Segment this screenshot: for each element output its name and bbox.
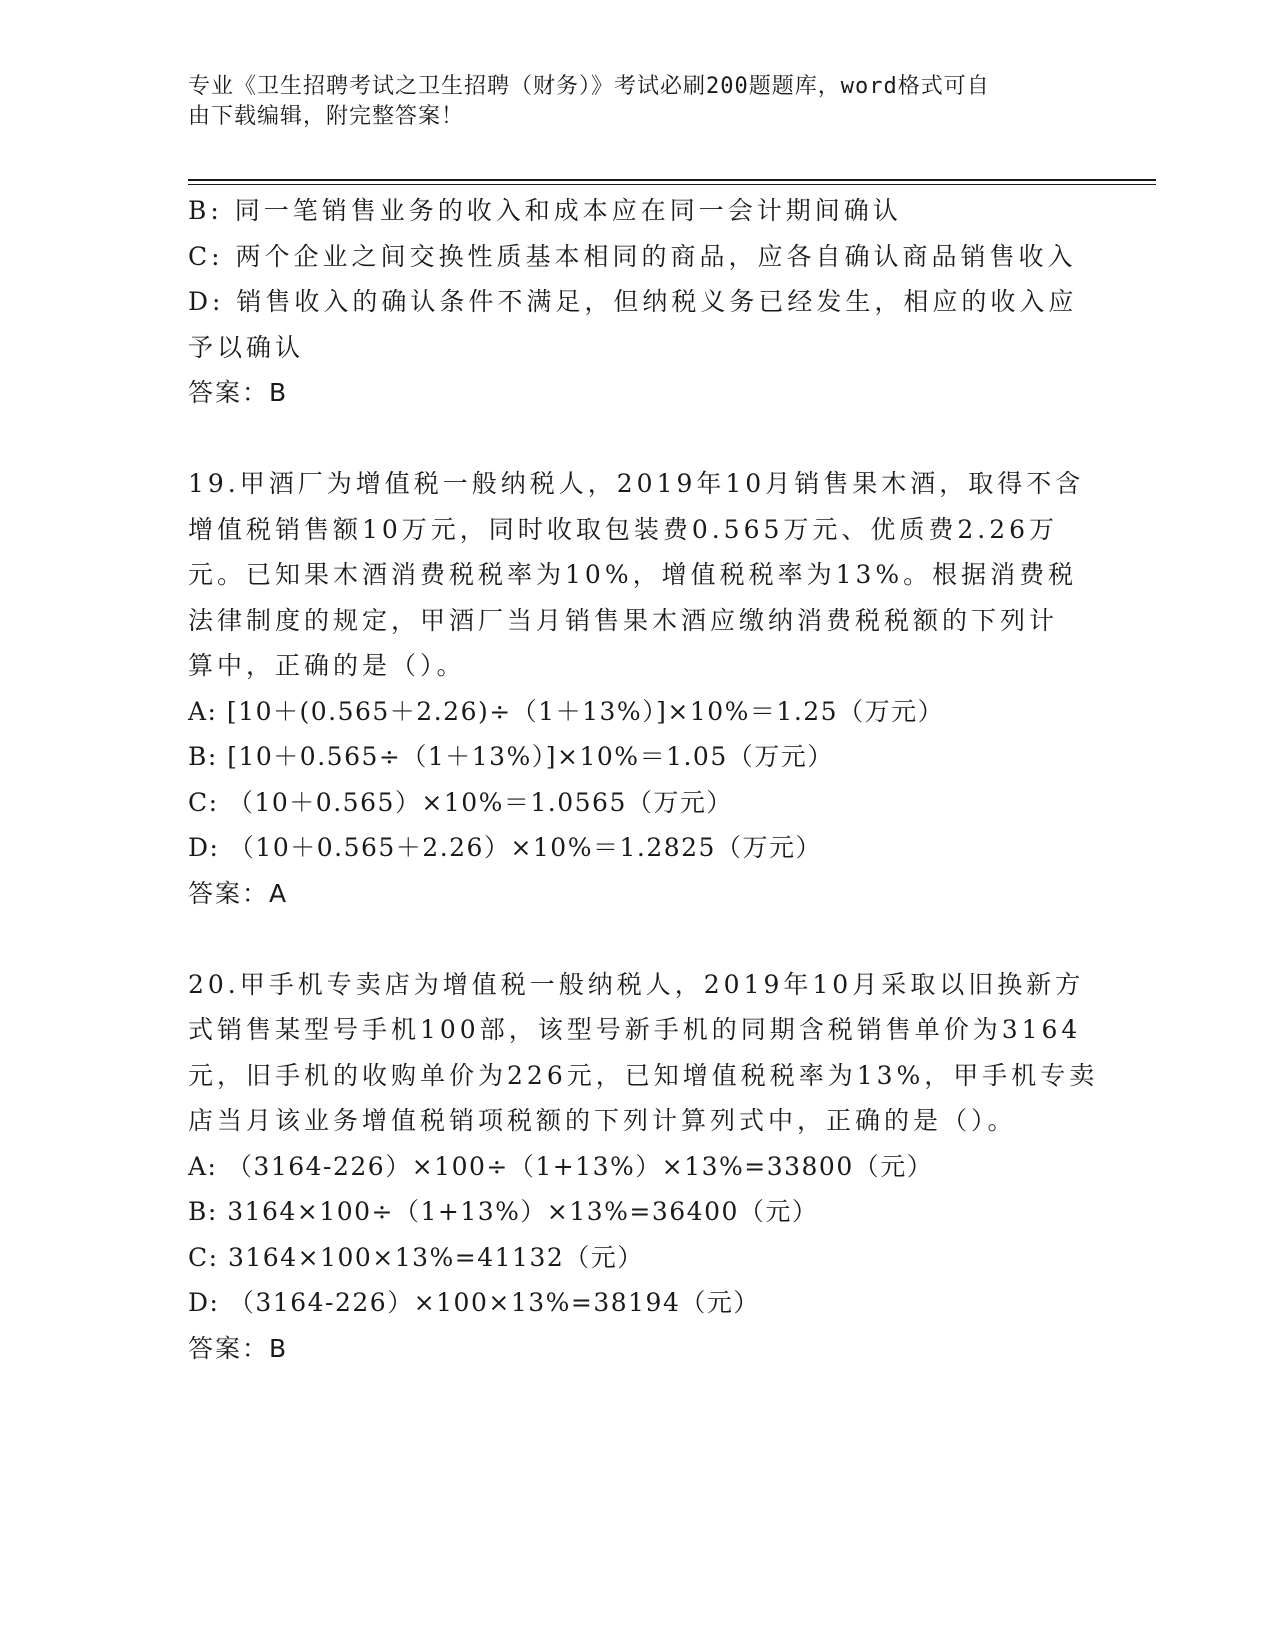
document-header [188, 72, 1088, 132]
q18-option-d-line-1: D: 销售收入的确认条件不满足，但纳税义务已经发生，相应的收入应 [188, 287, 1078, 316]
q20-stem-line-3: 元，旧手机的收购单价为226元，已知增值税税率为13%，甲手机专卖 [188, 1060, 1099, 1090]
q19-option-c: C: （10＋0.565）×10%＝1.0565（万元） [188, 787, 733, 817]
q19-option-b: B: [10＋0.565÷（1＋13%）]×10%＝1.05（万元） [188, 742, 834, 771]
q18-option-c: C: 两个企业之间交换性质基本相同的商品，应各自确认商品销售收入 [188, 241, 1077, 271]
q20-stem-line-2: 式销售某型号手机100部，该型号新手机的同期含税销售单价为3164 [188, 1015, 1082, 1044]
spacer [188, 916, 1088, 962]
q20-options [188, 1144, 1088, 1326]
q20-option-d: D: （3164-226）×100×13%=38194（元） [188, 1288, 760, 1317]
q20-option-c: C: 3164×100×13%=41132（元） [188, 1242, 644, 1272]
q19-option-a: A: [10＋(0.565＋2.26)÷（1＋13%）]×10%＝1.25（万元） [188, 696, 945, 726]
q19-answer: 答案：A [188, 878, 289, 908]
q19-stem-line-1: 19.甲酒厂为增值税一般纳税人，2019年10月销售果木酒，取得不含 [188, 469, 1085, 498]
q18-option-b: B: 同一笔销售业务的收入和成本应在同一会计期间确认 [188, 196, 902, 225]
document-body [188, 188, 1099, 1371]
header-divider-thin [188, 184, 1156, 185]
question-20 [188, 962, 1099, 1372]
header-divider-thick [188, 179, 1156, 181]
header-line-2: 由下载编辑，附完整答案！ [188, 104, 465, 129]
q20-answer: 答案：B [188, 1333, 289, 1363]
q20-stem-line-4: 店当月该业务增值税销项税额的下列计算列式中，正确的是（）。 [188, 1106, 1017, 1135]
q20-option-a: A: （3164-226）×100÷（1+13%）×13%=33800（元） [188, 1151, 934, 1181]
header-line-1: 专业《卫生招聘考试之卫生招聘（财务）》考试必刷200题题库，word格式可自 [188, 74, 990, 99]
question-19 [188, 461, 1088, 916]
question-18 [188, 188, 1088, 416]
q19-stem-line-4: 法律制度的规定，甲酒厂当月销售果木酒应缴纳消费税税额的下列计 [188, 605, 1059, 635]
q18-answer: 答案：B [188, 378, 289, 407]
q19-stem-line-2: 增值税销售额10万元，同时收取包装费0.565万元、优质费2.26万 [188, 514, 1059, 544]
q20-stem-line-1: 20.甲手机专卖店为增值税一般纳税人，2019年10月采取以旧换新方 [188, 969, 1085, 999]
q19-option-d: D: （10＋0.565＋2.26）×10%＝1.2825（万元） [188, 833, 822, 862]
q20-option-b: B: 3164×100÷（1+13%）×13%=36400（元） [188, 1197, 819, 1226]
q19-stem-line-3: 元。已知果木酒消费税税率为10%，增值税税率为13%。根据消费税 [188, 560, 1078, 589]
q19-stem-line-5: 算中，正确的是（）。 [188, 651, 466, 680]
q18-option-d-line-2: 予以确认 [188, 332, 305, 362]
q19-options [188, 689, 1088, 871]
spacer [188, 416, 1088, 462]
